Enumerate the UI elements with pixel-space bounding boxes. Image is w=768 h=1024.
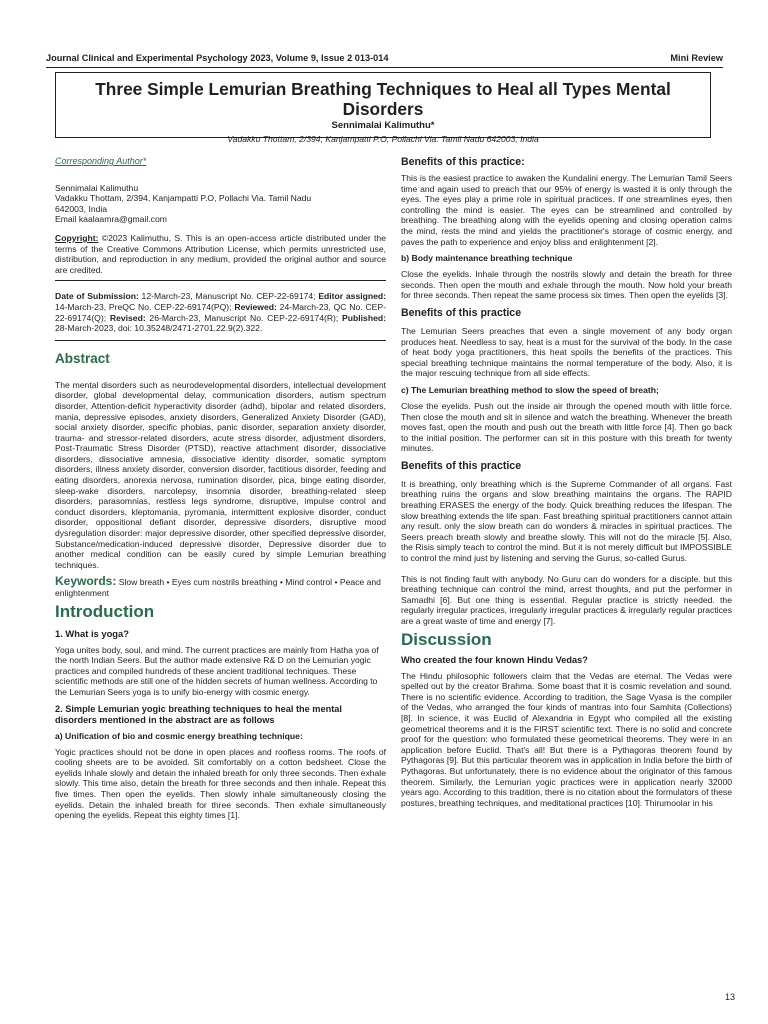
- what-is-yoga-heading: 1. What is yoga?: [55, 627, 129, 639]
- reviewed-date: 24-March-23, QC No. CEP-22-69174(Q);: [55, 301, 387, 323]
- author-name: Sennimalai Kalimuthu*: [331, 120, 435, 131]
- discussion-text: The Hindu philosophic followers claim that the Vedas are eternal. The Vedas were spelled out by the creator Brahma. Some boast that it is cosmic revelation and sound. There is no scientific evidence. According to tradition, the Sage Vyasa is the compiler of the Vedas, who arranged the four kinds of mantras into four Samhita (Collections) [8]. In science, it was Euclid of Alexandria in Egypt who compiled all the existing geometrical theorems and it is the FIRST scientific text. There is no solid and concrete proof for the question: who formulated these geometrical theorems. They were in an application before Euclid. That's all! But there is a Pythagoras theorem found by Pythagoras [9]. But this particular theorem was in application in India before the birth of Pythagoras. But unfortunately, there is no evidence about the originator of this famous theorem. Similarly, the Lemurian yogic practices were in application nearly 32000 years ago. According to this tradition, there is no citation about the formulators of these postures, breathing techniques, and meditational practices [10]. Thirumoolar in his: [401, 670, 732, 808]
- article-type: Mini Review: [670, 53, 723, 63]
- corresponding-email: Email kaalaamra@gmail.com: [55, 214, 167, 225]
- copyright-notice: [55, 233, 386, 275]
- author-affiliation: Vadakku Thottam, 2/394, Kanjampatti P.O, Pollachi Via. Tamil Nadu 642003, India: [227, 134, 539, 144]
- left-column: [55, 156, 386, 821]
- corresponding-address: Vadakku Thottam, 2/394, Kanjampatti P.O, Pollachi Via. Tamil Nadu: [55, 193, 312, 204]
- technique-c-text: Close the eyelids. Push out the inside air through the opened mouth with little force. Then close the mouth and sit in silence and watch the breathing. Whenever the breath moves fast, open the mouth and push out the breath with little force [4]. Then go back to the initial position. The performer can sit in this posture with this breath for twenty minutes.: [401, 400, 732, 454]
- editor-label: Editor assigned:: [318, 291, 387, 302]
- benefits-text: The Lemurian Seers preaches that even a single movement of any body organ produces heat. Needless to say, heat is a must for the survival of the body. In the case of heat body yoga practitioners, this heat spoils the benefits of the practices. This special breathing technique maintains the normal temperature of the body. Also, it is the major rescuing technique from all side effects.: [401, 325, 732, 379]
- editor-date: 14-March-23, PreQC No. CEP-22-69174(PQ);: [55, 301, 235, 312]
- abstract-text: The mental disorders such as neurodevelopmental disorders, intellectual development disorder, global developmental delay, communication disorders, autism spectrum disorder, Attention-deficit hyperactivity disorder (adhd), bipolar and related disorders, mania, depressive episodes, anxiety disorders, Generalized Anxiety Disorder (GAD), social anxiety disorder, specific phobias, panic disorder, separation anxiety disorder, trauma- and stressor-related disorders, acute stress disorder, adjustment disorders, Post-Traumatic Stress Disorder (PTSD), reactive attachment disorder, dissociative disorders, dissociative amnesia, dissociative identity disorder, somatic symptom disorders, illness anxiety disorder, conversion disorder, factitious disorder, feeding and eating disorders, anorexia nervosa, rumination disorder, pica, binge eating disorder, sleep-wake disorders, narcolepsy, insomnia disorder, breathing-related sleep disorders, parasomnias, restless legs syndrome, disruptive, impulse control and conduct disorders, kleptomania, pyromania, intermittent explosive disorder, conduct disorder, oppositional defiant disorder, depressive disorders, disruptive mood dysregulation disorder: major depressive disorder, other specified depressive disorder, Substance/medication-induced depressive disorder, Depressive disorder due to another medical condition can be easily cured by simple Lemurian breathing techniques.: [55, 379, 386, 570]
- techniques-heading: 2. Simple Lemurian yogic breathing techniques to heal the mental disorders mentioned in the abstract are as follows: [55, 703, 342, 725]
- keywords: [55, 576, 386, 598]
- benefits-heading: Benefits of this practice: [401, 306, 522, 319]
- page-number: 13: [724, 992, 735, 1002]
- keywords-label: Keywords:: [55, 574, 117, 589]
- article-dates: [55, 291, 386, 333]
- keywords-text: Slow breath • Eyes cum nostrils breathing • Mind control • Peace and enlightenment: [55, 577, 381, 598]
- header-rule: [46, 67, 723, 68]
- abstract-heading: Abstract: [55, 350, 110, 366]
- introduction-paragraph: Yoga unites body, soul, and mind. The current practices are mainly from Hatha yoa of the north Indian Seers. But the author made extensive R& D on the Lemurian yogic practices and compiled hundreds of these ancient traditional techniques. These scientific methods are still one of the hidden secrets of human wellness. According to the Lemurian Seers yoga is to unify bio-energy with cosmic energy.: [55, 644, 379, 697]
- copyright-label: Copyright:: [55, 232, 99, 243]
- benefits-heading: Benefits of this practice:: [401, 156, 525, 168]
- revised-date: 26-March-23, Manuscript No. CEP-22-69174(R);: [145, 312, 343, 323]
- discussion-heading: Discussion: [401, 629, 492, 649]
- corresponding-author-label: Corresponding Author*: [55, 156, 147, 166]
- copyright-text: ©2023 Kalimuthu, S. This is an open-access article distributed under the terms of the Creative Commons Attribution License, which permits unrestricted use, distribution, and reproduction in any medium, provided the original author and source are credited.: [55, 232, 386, 275]
- published-date: 28-March-2023, doi: 10.35248/2471-2701.22.9(2).322.: [55, 323, 263, 334]
- revised-label: Revised:: [109, 312, 146, 323]
- technique-c-heading: c) The Lemurian breathing method to slow the speed of breath;: [401, 384, 659, 395]
- published-label: Published:: [342, 312, 386, 323]
- benefits-heading: Benefits of this practice: [401, 459, 522, 472]
- vedas-question-heading: Who created the four known Hindu Vedas?: [401, 654, 588, 665]
- submission-date: 12-March-23, Manuscript No. CEP-22-69174;: [138, 291, 319, 302]
- article-title: Three Simple Lemurian Breathing Techniques to Heal all Types Mental Disorders: [95, 79, 671, 119]
- body-paragraph: This is not finding fault with anybody. No Guru can do wonders for a disciple. but this breathing technique can control the mind, arrest thoughts, and put the performer in Samadhi [6]. But one thing is essential. Regular practice is strictly needed. the regularly irregular practices, irregularly irregular practices & irregularly regular practices are a great waste of time and energy [7].: [401, 573, 732, 626]
- benefits-text: It is breathing, only breathing which is the Supreme Commander of all organs. Fast breathing ruins the organs and slow breathing maintains the organs. The RAPID breathing ERASES the energy of the body. Quick breathing reduces the lifespan. The slow breathing extends the life span. Fast breathing spiritual practitioners cannot attain any result. only the slow breath can do wonders & miracles in spiritual practices. The Seers preach breath slowly and breathe slowly. This will not do the miracle [5]. Also, the Risis simply teach to control the mind. But it is not merely difficult but IMPOSSIBLE to control the mind just by listening and serving the Gurus, so-called Gurus.: [401, 478, 732, 564]
- technique-a-heading: a) Unification of bio and cosmic energy breathing technique:: [55, 730, 303, 741]
- technique-b-heading: b) Body maintenance breathing technique: [401, 253, 573, 264]
- benefits-text: This is the easiest practice to awaken the Kundalini energy. The Lemurian Tamil Seers time and again used to preach that our 95% of energy is wasted it is only through the eyes. The eyes play a prime role in spiritual practices. If one streamlines eyes, then controlling the mind is easier. The eyes can be streamlined and controlled by breathing. The breathing along with the eyelids opening and closing operation calms the mind, rests the mind and yields the practitioner's storage of cosmic energy, and paves the path to experience and enjoy bliss and enlightenment [2].: [401, 173, 732, 247]
- title-box: [55, 72, 711, 144]
- reviewed-label: Reviewed:: [234, 301, 277, 312]
- introduction-heading: Introduction: [55, 601, 155, 621]
- submission-label: Date of Submission:: [55, 291, 139, 302]
- technique-a-text: Yogic practices should not be done in open places and roofless rooms. The roofs of cooling sheets are to be avoided. Sit comfortably on a cotton bedsheet. Close the eyelids Inhale slowly and detain the inhaled breath for only three seconds. Then exhale slowly. This time also, detain the breath for three seconds and then inhale. Repeat this five times. Then open the eyelids. Then slowly inhale simultaneously closing the eyelids. Detain the inhaled breath for three seconds. Then exhale simultaneously opening the eyelids. Repeat this eighty times [1].: [55, 746, 386, 821]
- technique-b-text: Close the eyelids. Inhale through the nostrils slowly and detain the breath for three seconds. Then open the mouth and exhale through the mouth. Now hold your breath for three seconds. Then repeat the same process six times. Then open the eyelids [3].: [401, 269, 732, 301]
- corresponding-address-2: 642003, India: [55, 203, 108, 214]
- journal-citation: Journal Clinical and Experimental Psychology 2023, Volume 9, Issue 2 013-014: [46, 53, 389, 63]
- corresponding-name: Sennimalai Kalimuthu: [55, 182, 139, 193]
- right-column: [401, 156, 732, 808]
